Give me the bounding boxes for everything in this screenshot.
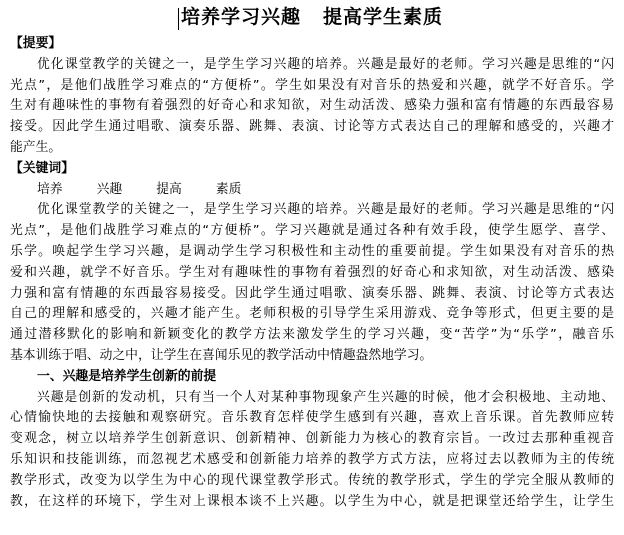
abstract-line: 接受。因此学生通过唱歌、演奏乐器、跳舞、表演、讨论等方式表达自己的理解和感受的，兴趣才 [10, 119, 614, 135]
document-title [10, 0, 614, 34]
body-line: 自己的理解和感受的，兴趣才能产生。老师积极的引导学生采用游戏、竞争等形式，但更主要的是 [10, 306, 614, 322]
body-line: 光点”，是他们战胜学习难点的“方便桥”。学习兴趣就是通过各种有效手段，使学生愿学、喜学、 [10, 223, 614, 239]
section-heading: 一、兴趣是培养学生创新的前提 [37, 368, 217, 384]
keywords-heading: 【关键词】 [10, 160, 74, 176]
section-line: 教，在这样的环境下，学生对上课根本谈不上兴趣。以学生为中心，就是把课堂还给学生，让学生 [10, 493, 614, 509]
text-cursor [178, 8, 179, 30]
abstract-line: 能产生。 [10, 139, 62, 155]
document-page [10, 0, 614, 512]
keyword: 培养 [37, 181, 63, 197]
body-line: 爱和兴趣，就学不好音乐。学生对有趣味性的事物有着强烈的好奇心和求知欲，对生动活泼、感染 [10, 264, 614, 280]
abstract-line: 生对有趣味性的事物有着强烈的好奇心和求知欲，对生动活泼、感染力强和富有情趣的东西最容易 [10, 98, 614, 114]
keywords-list [10, 180, 614, 201]
keyword: 素质 [215, 181, 242, 197]
section-line: 变观念，树立以培养学生创新意识、创新精神、创新能力为核心的教育宗旨。一改过去那种重视音 [10, 431, 614, 447]
section-line: 教学形式，改变为以学生为中心的现代课堂教学形式。传统的教学形式，学生的学完全服从教师的 [10, 472, 614, 488]
section-line: 心情愉快地的去接触和观察研究。音乐教育怎样使学生感到有兴趣，喜欢上音乐课。首先教师应转 [10, 410, 614, 426]
body-line: 通过潜移默化的影响和新颖变化的教学方法来激发学生的学习兴趣，变“苦学”为“乐学”，融音乐 [10, 327, 614, 343]
title-part2: 提高学生素质 [323, 6, 444, 28]
body-line: 力强和富有情趣的东西最容易接受。因此学生通过唱歌、演奏乐器、跳舞、表演、讨论等方式表达 [10, 285, 614, 301]
title-part1: 培养学习兴趣 [180, 6, 301, 28]
abstract-line: 优化课堂教学的关键之一，是学生学习兴趣的培养。兴趣是最好的老师。学习兴趣是思维的“闪 [37, 56, 614, 72]
abstract-line: 光点”，是他们战胜学习难点的“方便桥”。学生如果没有对音乐的热爱和兴趣，就学不好音乐。学 [10, 77, 614, 93]
section-line: 乐知识和技能训练，而忽视艺术感受和创新能力培养的教学方式方法，应将过去以教师为主的传统 [10, 451, 614, 467]
keyword: 提高 [156, 181, 182, 197]
body-line: 优化课堂教学的关键之一，是学生学习兴趣的培养。兴趣是最好的老师。学习兴趣是思维的“闪 [37, 202, 614, 218]
body-line: 基本训练于唱、动之中，让学生在喜闻乐见的教学活动中情趣盎然地学习。 [10, 347, 433, 363]
abstract-heading: 【提要】 [10, 36, 62, 51]
body-line: 乐学。唤起学生学习兴趣，是调动学生学习积极性和主动性的重要前提。学生如果没有对音乐的热 [10, 243, 614, 259]
section-line: 兴趣是创新的发动机，只有当一个人对某种事物现象产生兴趣的时候，他才会积极地、主动地、 [37, 389, 614, 405]
keyword: 兴趣 [96, 181, 123, 197]
